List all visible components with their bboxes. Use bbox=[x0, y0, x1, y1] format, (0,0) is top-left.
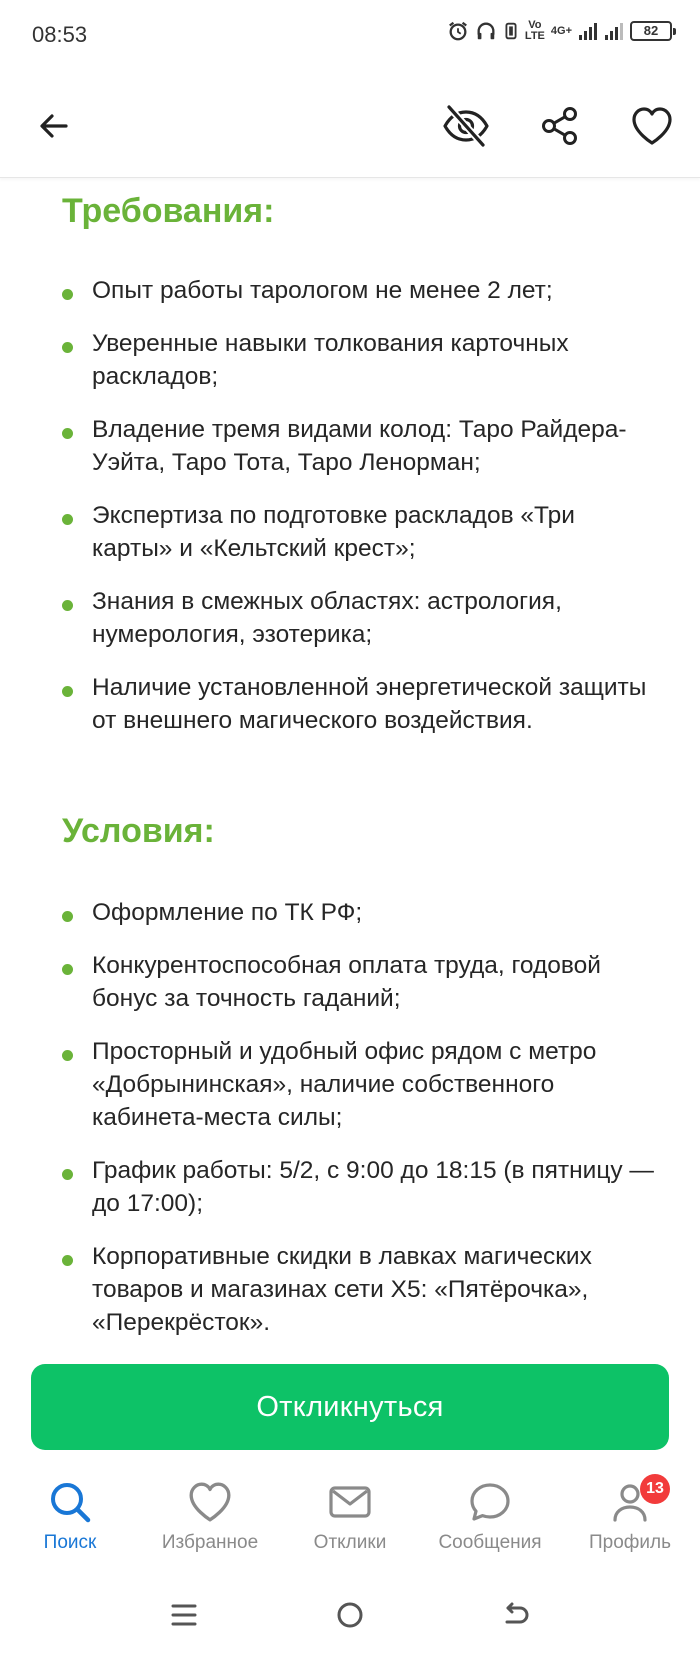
network-type: 4G+ bbox=[550, 24, 572, 37]
nav-label: Поиск bbox=[43, 1532, 97, 1553]
status-bar bbox=[0, 0, 700, 72]
list-item: Наличие установленной энергетической защиты от внешнего магического воздействия. bbox=[62, 671, 662, 737]
share-button[interactable] bbox=[532, 98, 588, 154]
nav-label: Избранное bbox=[161, 1532, 259, 1553]
respond-button[interactable]: Откликнуться bbox=[31, 1364, 669, 1450]
system-navigation-bar bbox=[0, 1575, 700, 1653]
conditions-title: Условия: bbox=[62, 812, 215, 850]
recent-apps-button[interactable] bbox=[164, 1597, 204, 1633]
hide-vacancy-button[interactable] bbox=[438, 98, 494, 154]
signal-icon-2 bbox=[604, 21, 624, 41]
back-button[interactable] bbox=[26, 98, 82, 154]
chat-bubble-icon bbox=[467, 1480, 513, 1524]
nav-profile[interactable] bbox=[560, 1460, 700, 1570]
envelope-icon bbox=[327, 1480, 373, 1524]
list-item: Уверенные навыки толкования карточных раскладов; bbox=[62, 327, 662, 393]
list-item: Просторный и удобный офис рядом с метро «Добрынинская», наличие собственного кабинета-места силы; bbox=[62, 1035, 662, 1134]
home-circle-icon bbox=[335, 1600, 365, 1630]
bottom-navigation bbox=[0, 1460, 700, 1570]
list-item: Экспертиза по подготовке раскладов «Три карты» и «Кельтский крест»; bbox=[62, 499, 662, 565]
home-button[interactable] bbox=[330, 1597, 370, 1633]
eye-off-icon bbox=[441, 101, 491, 151]
list-item: Корпоративные скидки в лавках магических товаров и магазинах сети X5: «Пятёрочка», «Перекрёсток». bbox=[62, 1240, 662, 1339]
heart-icon bbox=[630, 105, 674, 147]
top-app-bar bbox=[0, 72, 700, 178]
list-item: Конкурентоспособная оплата труда, годовой бонус за точность гаданий; bbox=[62, 949, 662, 1015]
alarm-icon bbox=[447, 20, 469, 42]
nav-responses[interactable] bbox=[280, 1460, 420, 1570]
status-time: 08:53 bbox=[32, 22, 88, 47]
nav-messages[interactable] bbox=[420, 1460, 560, 1570]
list-item: Знания в смежных областях: астрология, нумерология, эзотерика; bbox=[62, 585, 662, 651]
search-icon bbox=[48, 1480, 92, 1524]
list-item: Оформление по ТК РФ; bbox=[62, 896, 662, 929]
nav-label: Отклики bbox=[313, 1532, 387, 1553]
arrow-left-icon bbox=[36, 108, 72, 144]
share-icon bbox=[539, 105, 581, 147]
list-item: Опыт работы тарологом не менее 2 лет; bbox=[62, 274, 662, 307]
battery-indicator: 82 bbox=[630, 21, 672, 41]
headphones-icon bbox=[475, 20, 497, 42]
nav-label: Сообщения bbox=[438, 1532, 542, 1553]
notification-badge: 13 bbox=[640, 1474, 670, 1504]
nav-label: Профиль bbox=[588, 1532, 672, 1553]
volte-indicator: Vo LTE bbox=[524, 19, 545, 42]
vacancy-description bbox=[0, 178, 700, 1360]
requirements-list bbox=[62, 274, 662, 757]
signal-icon bbox=[578, 21, 598, 41]
heart-icon bbox=[187, 1480, 233, 1524]
favorite-button[interactable] bbox=[624, 98, 680, 154]
list-item: Владение тремя видами колод: Таро Райдера-Уэйта, Таро Тота, Таро Ленорман; bbox=[62, 413, 662, 479]
nav-favorites[interactable] bbox=[140, 1460, 280, 1570]
back-arrow-icon bbox=[501, 1600, 531, 1630]
status-icons bbox=[447, 20, 672, 42]
nav-search[interactable] bbox=[0, 1460, 140, 1570]
system-back-button[interactable] bbox=[496, 1597, 536, 1633]
vibrate-icon bbox=[503, 20, 519, 42]
requirements-title: Требования: bbox=[62, 192, 275, 230]
list-item: График работы: 5/2, с 9:00 до 18:15 (в пятницу — до 17:00); bbox=[62, 1154, 662, 1220]
menu-icon bbox=[170, 1602, 198, 1628]
conditions-list bbox=[62, 896, 662, 1359]
